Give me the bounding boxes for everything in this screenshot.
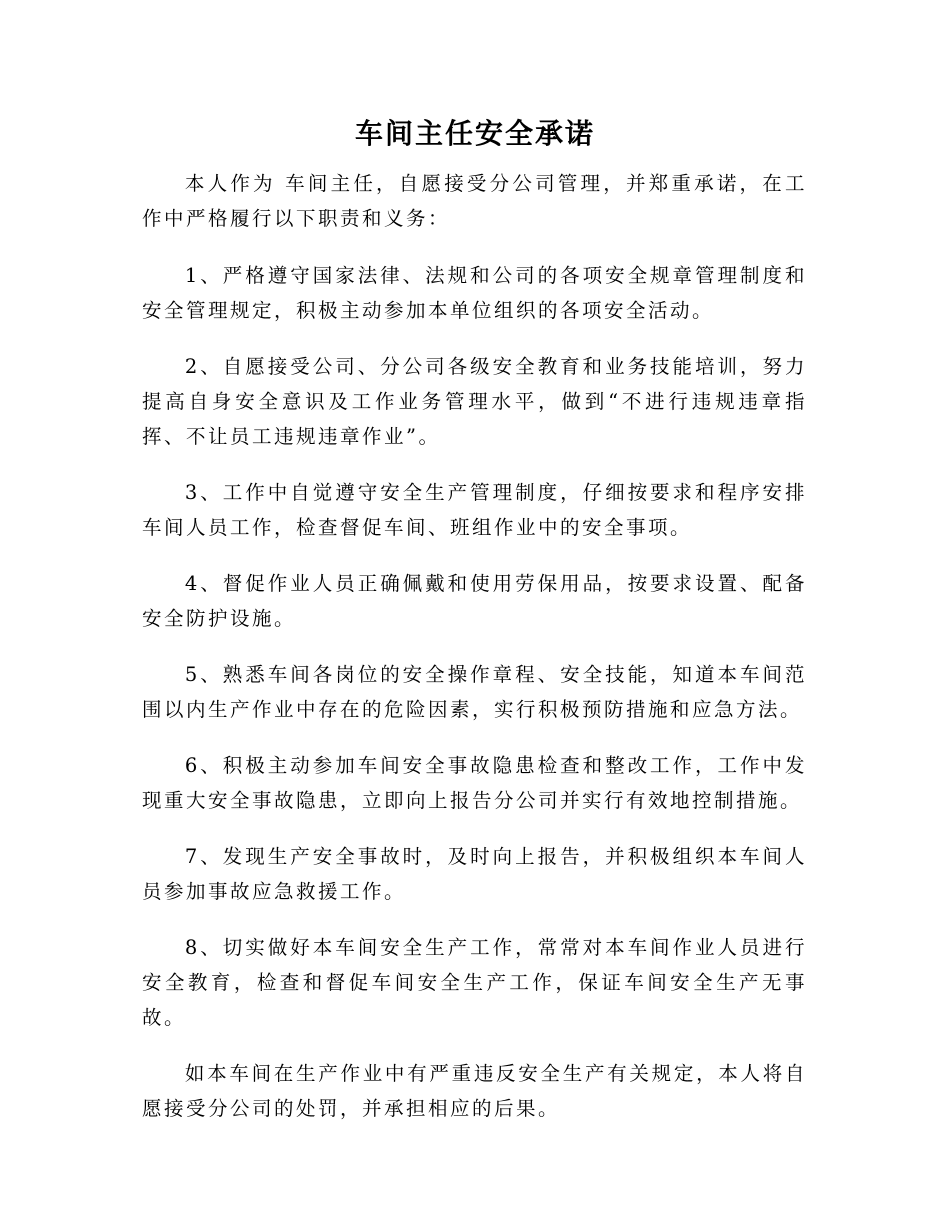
commitment-item-4: 4、督促作业人员正确佩戴和使用劳保用品，按要求设置、配备安全防护设施。 (142, 572, 807, 630)
commitment-item-5: 5、熟悉车间各岗位的安全操作章程、安全技能，知道本车间范围以内生产作业中存在的危险因素，实行积极预防措施和应急方法。 (142, 663, 807, 721)
document-body (142, 166, 807, 1147)
intro-paragraph: 本人作为 车间主任，自愿接受分公司管理，并郑重承诺，在工作中严格履行以下职责和义务： (142, 172, 807, 230)
document-title: 车间主任安全承诺 (354, 117, 595, 150)
commitment-item-7: 7、发现生产安全事故时，及时向上报告，并积极组织本车间人员参加事故应急救援工作。 (142, 845, 807, 903)
commitment-item-3: 3、工作中自觉遵守安全生产管理制度，仔细按要求和程序安排车间人员工作，检查督促车间、班组作业中的安全事项。 (142, 481, 807, 539)
commitment-item-8: 8、切实做好本车间安全生产工作，常常对本车间作业人员进行安全教育，检查和督促车间安全生产工作，保证车间安全生产无事故。 (142, 936, 807, 1029)
commitment-item-2: 2、自愿接受公司、分公司各级安全教育和业务技能培训，努力提高自身安全意识及工作业务管理水平，做到“不进行违规违章指挥、不让员工违规违章作业”。 (142, 355, 807, 448)
closing-paragraph: 如本车间在生产作业中有严重违反安全生产有关规定，本人将自愿接受分公司的处罚，并承担相应的后果。 (142, 1062, 807, 1120)
commitment-item-6: 6、积极主动参加车间安全事故隐患检查和整改工作，工作中发现重大安全事故隐患，立即向上报告分公司并实行有效地控制措施。 (142, 754, 807, 812)
commitment-item-1: 1、严格遵守国家法律、法规和公司的各项安全规章管理制度和安全管理规定，积极主动参加本单位组织的各项安全活动。 (142, 264, 807, 322)
